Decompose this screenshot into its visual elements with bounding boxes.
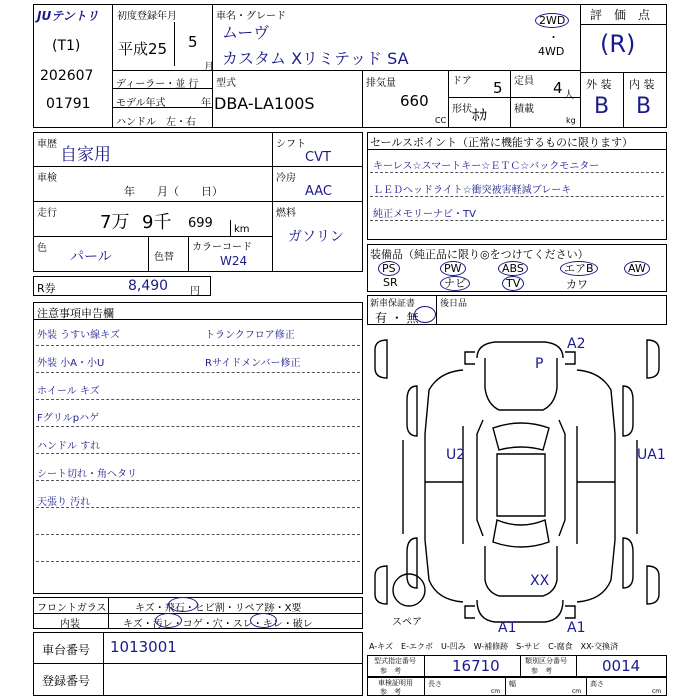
equip-navi: ナビ [440,276,470,291]
car-grade: カスタム Xリミテッド SA [222,49,409,68]
year-unit: 年 [201,98,211,109]
equip-sr: SR [383,276,398,289]
note-right: トランクフロア修正 [205,330,295,341]
note-left: Fグリルpハゲ [37,413,100,424]
kg-unit: kg [566,116,576,125]
note-left: ホイール キズ [37,386,100,397]
chassis-value: 1013001 [110,638,177,656]
model-year-label: モデル年式 [116,98,166,109]
lot-sub: 01791 [46,96,91,112]
cc-unit: CC [435,116,447,125]
designation-value: 16710 [452,657,500,675]
note-left: 外装 うすい線キズ [37,330,120,341]
ac-value: AAC [305,184,332,199]
recycle-box [33,276,211,296]
month-unit: 月 [204,62,214,73]
model-code: DBA-LA100S [214,94,315,113]
shape-label: 形状 [452,104,472,115]
warranty-value: 有 ・ 無 [375,311,419,325]
rating-label: 評 価 点 [590,8,651,22]
front-glass-label: フロントガラス [37,603,107,614]
designation-label: 型式指定番号 [374,657,416,665]
category-value: 0014 [602,657,641,675]
note-left: シート切れ・角ヘタリ [37,469,137,480]
notes-title: 注意事項申告欄 [37,307,114,320]
color-code-label: カラーコード [192,242,252,253]
doors: 5 [493,79,503,97]
car-diagram [367,330,667,636]
lot-number: 202607 [40,68,94,84]
inspection-value: 年 月（ 日） [124,185,223,198]
model-label: 型式 [216,78,236,89]
warranty-label: 新車保証書 [370,299,416,309]
color-value: パール [70,249,112,265]
chassis-label: 車台番号 [42,643,91,657]
handle-label: ハンドル 左・右 [116,117,196,128]
mileage-rest: 699 [188,216,213,231]
history-label: 車歴 [37,139,57,150]
dimensions-label: 車検証明用 [378,679,413,687]
category-label: 類別区分番号 [525,657,567,665]
sales-point-line: ＬＥＤヘッドライト☆衝突被害軽減ブレーキ [373,185,572,196]
category-sub: 参 考 [531,667,552,675]
dimensions-sub: 参 考 [380,688,401,696]
drive-dot: ・ [548,31,559,44]
front-glass-value: キズ・飛石・ヒビ割・リペア跡・X要 [135,603,302,614]
reg-label: 登録番号 [42,674,91,688]
car-name: ムーヴ [222,23,270,42]
length-label: 長さ [428,680,442,688]
equip-airbag: エアB [560,261,598,276]
exterior-score: B [594,94,610,119]
first-reg-era: 平成25 [118,40,168,58]
mileage-thousand: 9千 [142,212,172,233]
mileage-man: 7万 [100,212,130,233]
damage-mark: A1 [567,620,586,636]
drive-4wd: 4WD [538,45,565,58]
shift-value: CVT [305,150,331,165]
color-label: 色 [37,243,47,254]
shape: ﾎｶ [472,106,488,124]
damage-mark: P [535,356,544,372]
interior-cond-value: キズ・汚レ・コゲ・穴・スレ・キレ・破レ [123,619,313,630]
sales-points-title: セールスポイント（正常に機能するものに限ります） [370,136,634,149]
yen-unit: 円 [190,286,200,297]
dealer-label: ディーラー・並 行 [116,79,199,90]
later-label: 後日品 [440,299,468,309]
damage-mark: U2 [446,447,466,463]
equip-pw: PW [440,261,466,276]
exterior-label: 外 装 [586,78,612,91]
recycle-value: 8,490 [128,278,169,294]
displacement: 660 [400,92,429,110]
fuel-label: 燃料 [276,208,296,219]
damage-mark: A1 [498,620,517,636]
damage-mark: UA1 [637,447,666,463]
color-change-label: 色替 [154,252,174,263]
capacity-label: 定員 [514,76,534,87]
color-code: W24 [220,254,248,268]
lot-venue: (T1) [52,38,81,54]
sales-point-line: 純正メモリーナビ・TV [373,209,476,220]
logo: JUテントリ [37,9,99,23]
rating-score: (R) [600,30,636,58]
damage-legend: A-キズ E-エクボ U-凹み W-補修跡 S-サビ C-腐食 XX-交換済 [369,642,619,651]
damage-mark: XX [530,573,550,589]
equipment-title: 装備品（純正品に限り◎をつけてください） [370,248,589,261]
length-unit: cm [491,688,501,695]
sales-point-line: キーレス☆スマートキー☆ＥＴＣ☆バックモニター [373,161,600,172]
displacement-label: 排気量 [366,78,396,89]
width-unit: cm [572,688,582,695]
inspection-label: 車検 [37,173,57,184]
interior-cond-label: 内装 [60,619,80,630]
drive-2wd: 2WD [535,13,569,28]
ac-label: 冷房 [276,173,296,184]
km-unit: km [234,224,250,235]
history-value: 自家用 [60,145,111,165]
interior-score: B [636,94,652,119]
equip-tv: TV [502,276,524,291]
spare-label: スペア [392,617,422,628]
width-label: 幅 [509,680,516,688]
note-left: 天張り 汚れ [37,497,91,508]
note-left: 外装 小A・小U [37,358,105,369]
door-label: ドア [452,76,472,87]
recycle-label: R券 [37,282,56,295]
first-reg-month: 5 [188,33,198,51]
equip-aw: AW [624,261,650,276]
damage-mark: A2 [567,336,586,352]
person-unit: 人 [564,90,574,101]
fuel-value: ガソリン [288,229,344,245]
note-left: ハンドル すれ [37,441,101,452]
note-right: Rサイドメンバー修正 [205,358,301,369]
load-label: 積載 [514,104,534,115]
first-reg-label: 初度登録年月 [117,11,177,22]
equip-ps: PS [378,261,400,276]
equip-abs: ABS [498,261,528,276]
interior-label: 内 装 [629,78,655,91]
designation-sub: 参 考 [380,667,401,675]
name-grade-label: 車名・グレード [216,11,286,22]
shift-label: シフト [276,139,306,150]
mileage-label: 走行 [37,208,57,219]
height-label: 高さ [590,680,604,688]
capacity: 4 [553,79,563,97]
equip-leather: カワ [566,278,588,291]
height-unit: cm [652,688,662,695]
